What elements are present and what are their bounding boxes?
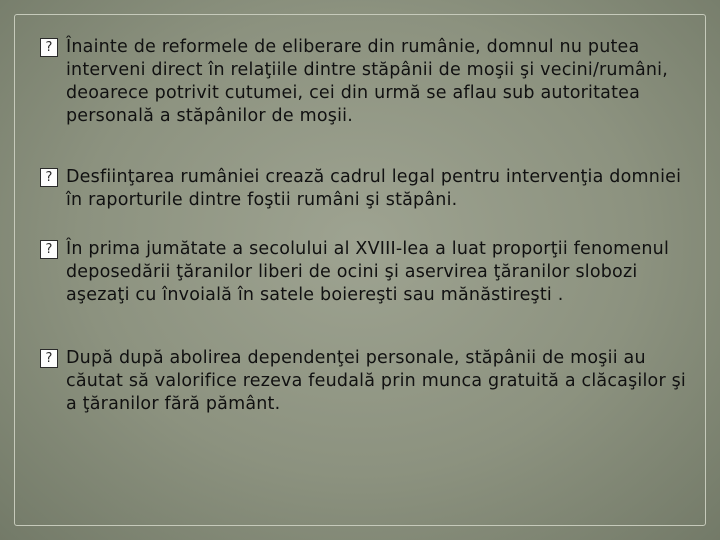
bullet-item [40, 36, 690, 128]
bullet-marker-icon: ? [40, 38, 58, 57]
bullet-marker-icon: ? [40, 240, 58, 259]
bullet-text: După după abolirea dependenţei personale, stăpânii de moşii au căutat să valorifice rezeva feudală prin munca gratuită a clăcaşilor şi a ţăranilor fără pământ. [66, 348, 686, 414]
bullet-text: În prima jumătate a secolului al XVIII-lea a luat proporţii fenomenul deposedării ţăranilor liberi de ocini şi aservirea ţăranilor slobozi aşezaţi cu învoială în satele boiereşti sau mănăstireşti . [66, 239, 670, 305]
bullet-item [40, 238, 690, 307]
bullet-item [40, 166, 690, 212]
bullet-marker-icon: ? [40, 168, 58, 187]
bullet-text: Desfiinţarea rumâniei crează cadrul legal pentru intervenţia domniei în raporturile dintre foştii rumâni şi stăpâni. [66, 167, 682, 210]
bullet-item [40, 347, 690, 416]
bullet-text: Înainte de reformele de eliberare din rumânie, domnul nu putea interveni direct în relaţiile dintre stăpânii de moşii şi vecini/rumâni, deoarece potrivit cutumei, cei din urmă se aflau sub autoritatea personală a stăpânilor de moşii. [66, 37, 669, 126]
bullet-marker-icon: ? [40, 349, 58, 368]
bullet-list [40, 36, 690, 416]
